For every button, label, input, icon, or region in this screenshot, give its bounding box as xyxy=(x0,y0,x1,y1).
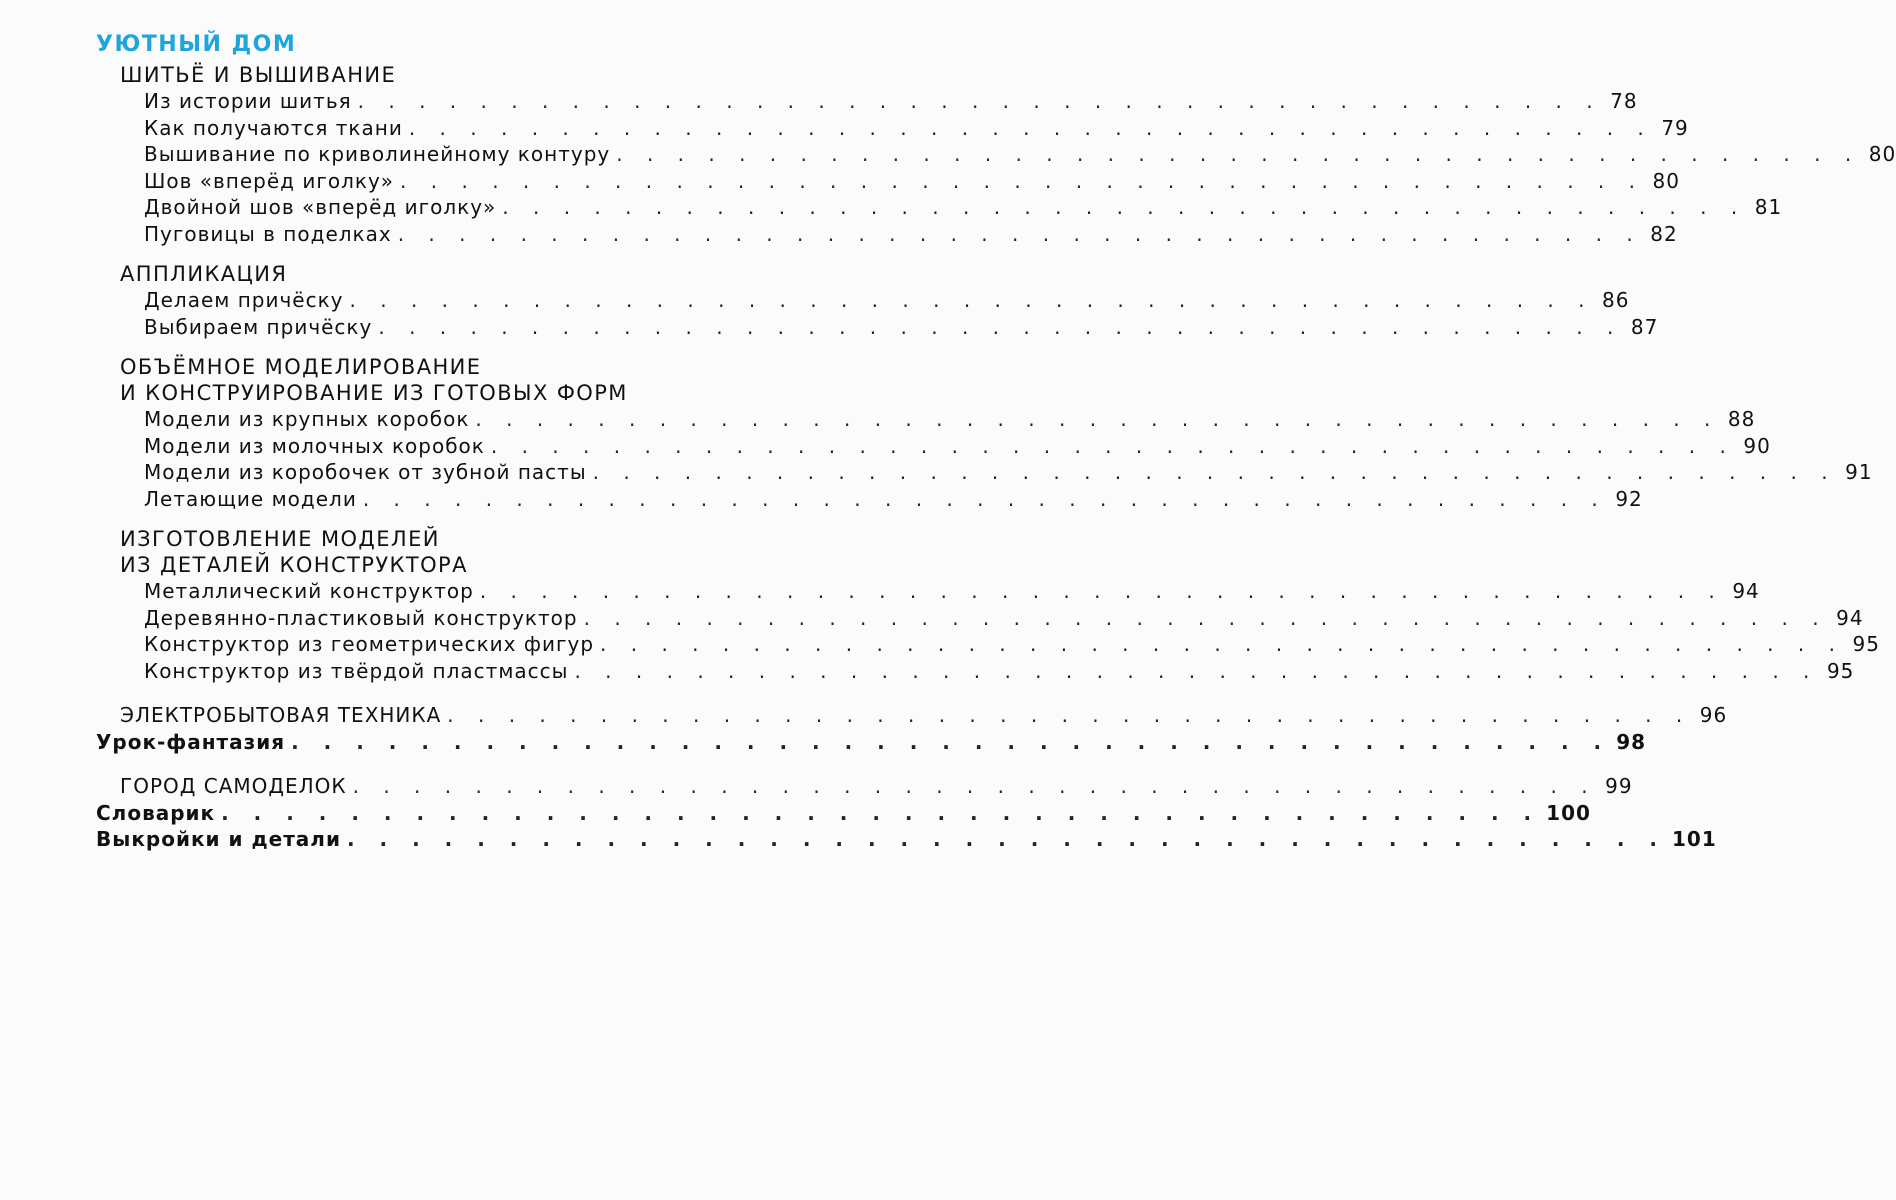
entry-title: Выбираем причёску xyxy=(144,314,373,339)
entry-title: Модели из молочных коробок xyxy=(144,433,485,458)
dot-leader: . . . . . . . . . . . . . . . . . . . . . . . . . . . . . . . . . . . . . . . . . xyxy=(583,605,1828,630)
dot-leader: . . . . . . . . . . . . . . . . . . . . . . . . . . . . . . . . . . . . . . . . . xyxy=(502,195,1747,219)
page-number: 94 xyxy=(1732,579,1760,603)
section-title: ИЗ ДЕТАЛЕЙ КОНСТРУКТОРА xyxy=(120,553,468,577)
toc-entry[interactable] xyxy=(144,221,1678,248)
dot-leader: . . . . . . . . . . . . . . . . . . . . . . . . . . . . . . . . . . . . . . . . . xyxy=(400,168,1644,193)
dot-leader: . . . . . . . . . . . . . . . . . . . . . . . . . . . . . . . . . . . . . . . . . xyxy=(357,89,1602,113)
page-number: 96 xyxy=(1699,703,1728,727)
dot-leader: . . . . . . . . . . . . . . . . . . . . . . . . . . . . . . . . . . . . . . . . . xyxy=(600,632,1844,656)
entry-title: Деревянно-пластиковый конструктор xyxy=(144,605,578,630)
section-title: И КОНСТРУИРОВАНИЕ ИЗ ГОТОВЫХ ФОРМ xyxy=(120,381,628,405)
toc-entry-dictionary[interactable] xyxy=(96,800,1591,827)
toc-entry[interactable] xyxy=(144,433,1771,460)
toc-entry-patterns[interactable] xyxy=(96,826,1717,853)
toc-entry[interactable] xyxy=(144,486,1643,513)
toc-entry[interactable] xyxy=(144,631,1880,658)
page-number: 86 xyxy=(1602,288,1630,312)
page-number: 92 xyxy=(1615,486,1643,511)
entry-title: Урок-фантазия xyxy=(96,729,286,754)
entry-title: Выкройки и детали xyxy=(96,827,341,851)
toc-entry[interactable] xyxy=(144,459,1873,486)
dot-leader: . . . . . . . . . . . . . . . . . . . . . . . . . . . . . . . . . . . . . . . . . xyxy=(592,460,1837,484)
page-number: 81 xyxy=(1754,195,1783,219)
entry-title: Металлический конструктор xyxy=(144,579,474,603)
page-number: 95 xyxy=(1852,632,1880,656)
page-number: 78 xyxy=(1610,89,1638,113)
toc-entry[interactable] xyxy=(144,115,1689,142)
toc-entry-city[interactable] xyxy=(120,773,1633,800)
toc-entry[interactable] xyxy=(144,287,1630,314)
page-number: 91 xyxy=(1845,460,1873,484)
dot-leader: . . . . . . . . . . . . . . . . . . . . . . . . . . . . . . . . . . . . . . . . . xyxy=(291,729,1611,754)
page-number: 82 xyxy=(1650,221,1678,246)
toc-entry[interactable] xyxy=(144,578,1760,605)
dot-leader: . . . . . . . . . . . . . . . . . . . . . . . . . . . . . . . . . . . . . . . . . xyxy=(616,142,1861,166)
dot-leader: . . . . . . . . . . . . . . . . . . . . . . . . . . . . . . . . . . . . . . . . . xyxy=(349,288,1594,312)
entry-title: Шов «вперёд иголку» xyxy=(144,168,395,193)
toc-entry-electro[interactable] xyxy=(120,702,1728,729)
section-applique xyxy=(96,261,1659,340)
dot-leader: . . . . . . . . . . . . . . . . . . . . . . . . . . . . . . . . . . . . . . . . . xyxy=(490,433,1735,458)
page-number: 101 xyxy=(1672,827,1717,851)
section-title: ШИТЬЁ И ВЫШИВАНИЕ xyxy=(120,63,397,87)
entry-title: ГОРОД САМОДЕЛОК xyxy=(120,774,347,798)
toc-entry[interactable] xyxy=(144,141,1896,168)
dot-leader: . . . . . . . . . . . . . . . . . . . . . . . . . . . . . . . . . . . . . . . . . xyxy=(475,407,1720,431)
toc-entry[interactable] xyxy=(144,194,1783,221)
dot-leader: . . . . . . . . . . . . . . . . . . . . . . . . . . . . . . . . . . . . . . . . . xyxy=(447,703,1692,727)
page-number: 100 xyxy=(1546,800,1591,825)
entry-title: Летающие модели xyxy=(144,486,357,511)
part-title: УЮТНЫЙ ДОМ xyxy=(96,32,297,57)
page-number: 80 xyxy=(1652,168,1680,193)
page-number: 98 xyxy=(1616,729,1647,754)
entry-title: Пуговицы в поделках xyxy=(144,221,392,246)
entry-title: ЭЛЕКТРОБЫТОВАЯ ТЕХНИКА xyxy=(120,703,442,727)
entry-title: Конструктор из твёрдой пластмассы xyxy=(144,658,569,683)
section-sewing xyxy=(96,62,1896,247)
dot-leader: . . . . . . . . . . . . . . . . . . . . . . . . . . . . . . . . . . . . . . . . . xyxy=(352,774,1597,798)
dot-leader: . . . . . . . . . . . . . . . . . . . . . . . . . . . . . . . . . . . . . . . . . xyxy=(408,115,1653,140)
page-number: 90 xyxy=(1743,433,1771,458)
entry-title: Словарик xyxy=(96,800,216,825)
toc-entry[interactable] xyxy=(144,406,1756,433)
toc-entry[interactable] xyxy=(144,168,1680,195)
toc-entry[interactable] xyxy=(144,88,1638,115)
dot-leader: . . . . . . . . . . . . . . . . . . . . . . . . . . . . . . . . . . . . . . . . . xyxy=(346,827,1666,851)
dot-leader: . . . . . . . . . . . . . . . . . . . . . . . . . . . . . . . . . . . . . . . . . xyxy=(362,486,1607,511)
page-number: 99 xyxy=(1605,774,1633,798)
entry-title: Как получаются ткани xyxy=(144,115,403,140)
entry-title: Конструктор из геометрических фигур xyxy=(144,632,595,656)
page-number: 87 xyxy=(1630,314,1659,339)
page-number: 88 xyxy=(1727,407,1756,431)
entry-title: Вышивание по криволинейному контуру xyxy=(144,142,611,166)
section-title: АППЛИКАЦИЯ xyxy=(120,262,288,286)
toc-entry[interactable] xyxy=(144,605,1864,632)
page-number: 94 xyxy=(1836,605,1864,630)
page-number: 80 xyxy=(1868,142,1896,166)
table-of-contents xyxy=(96,28,1896,853)
dot-leader: . . . . . . . . . . . . . . . . . . . . . . . . . . . . . . . . . . . . . . . . . xyxy=(378,314,1623,339)
entry-title: Двойной шов «вперёд иголку» xyxy=(144,195,497,219)
toc-entry[interactable] xyxy=(144,314,1659,341)
dot-leader: . . . . . . . . . . . . . . . . . . . . . . . . . . . . . . . . . . . . . . . . . xyxy=(397,221,1642,246)
section-title: ИЗГОТОВЛЕНИЕ МОДЕЛЕЙ xyxy=(120,527,440,551)
entry-title: Модели из коробочек от зубной пасты xyxy=(144,460,587,484)
page-number: 79 xyxy=(1661,115,1689,140)
page-number: 95 xyxy=(1826,658,1855,683)
dot-leader: . . . . . . . . . . . . . . . . . . . . . . . . . . . . . . . . . . . . . . . . . xyxy=(574,658,1819,683)
toc-entry[interactable] xyxy=(144,658,1855,685)
entry-title: Делаем причёску xyxy=(144,288,344,312)
dot-leader: . . . . . . . . . . . . . . . . . . . . . . . . . . . . . . . . . . . . . . . . . xyxy=(479,579,1724,603)
section-title: ОБЪЁМНОЕ МОДЕЛИРОВАНИЕ xyxy=(120,355,482,379)
section-constructor xyxy=(96,526,1880,684)
entry-title: Модели из крупных коробок xyxy=(144,407,470,431)
section-modeling xyxy=(96,354,1873,512)
entry-title: Из истории шитья xyxy=(144,89,352,113)
toc-entry-fantasy[interactable] xyxy=(96,729,1647,756)
dot-leader: . . . . . . . . . . . . . . . . . . . . . . . . . . . . . . . . . . . . . . . . . xyxy=(221,800,1541,825)
